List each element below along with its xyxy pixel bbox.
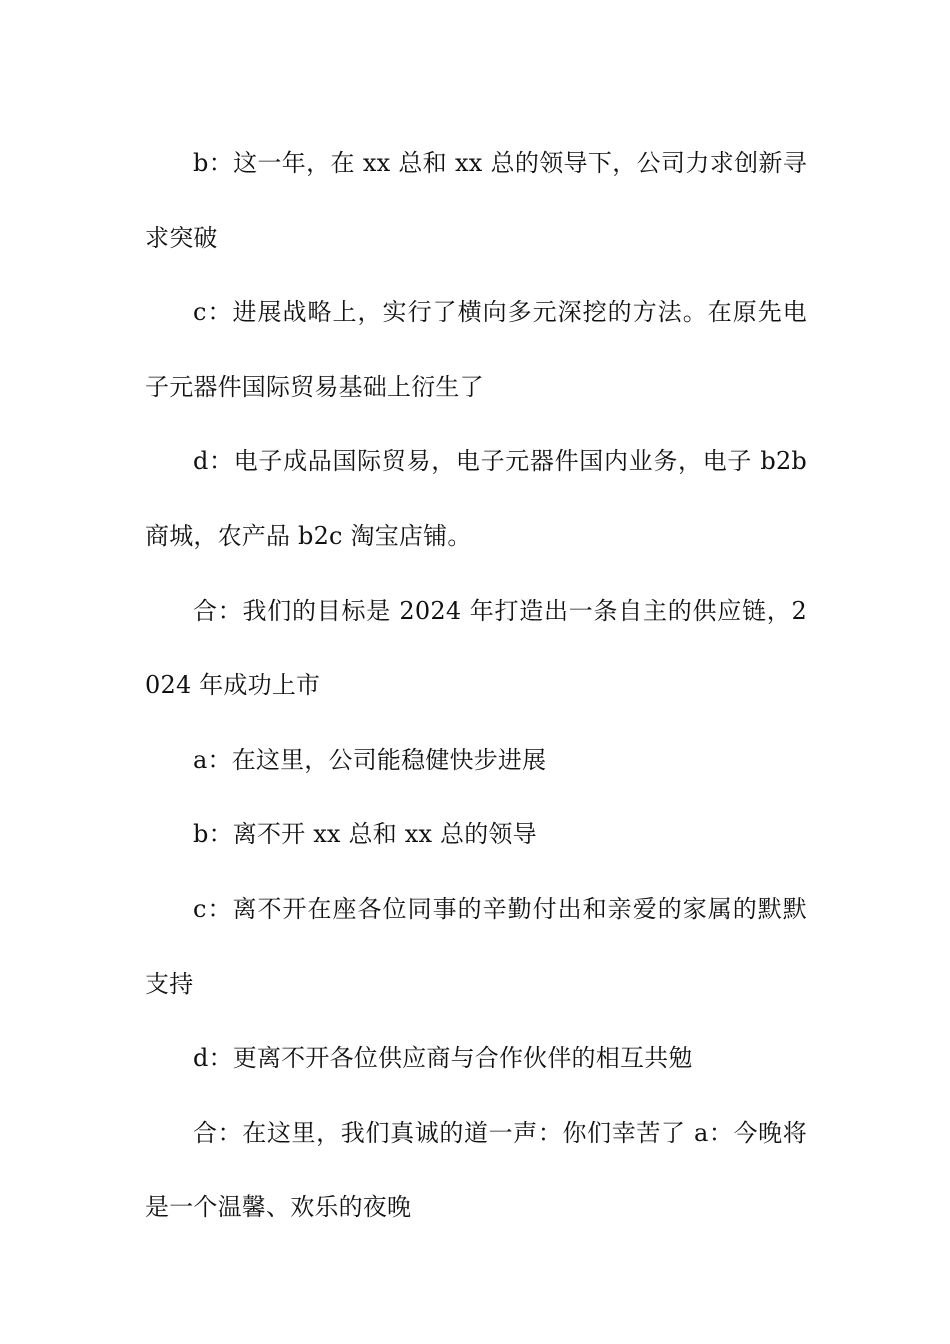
paragraph-d-partners: d：更离不开各位供应商与合作伙伴的相互共勉 (193, 1044, 693, 1073)
paragraph-together-goal: 合：我们的目标是 2024 年打造出一条自主的供应链，2024 年成功上市 (145, 596, 807, 700)
paragraph-together-thanks: 合：在这里，我们真诚的道一声：你们幸苦了 a：今晚将是一个温馨、欢乐的夜晚 (145, 1118, 807, 1222)
paragraph-c-strategy: c：进展战略上，实行了横向多元深挖的方法。在原先电子元器件国际贸易基础上衍生了 (145, 298, 807, 401)
paragraph-b-breakthrough: b：这一年，在 xx 总和 xx 总的领导下，公司力求创新寻求突破 (145, 149, 807, 252)
paragraph-b-leadership: b：离不开 xx 总和 xx 总的领导 (193, 820, 537, 849)
document-body (145, 126, 807, 1245)
paragraph-c-colleagues: c：离不开在座各位同事的辛勤付出和亲爱的家属的默默支持 (145, 894, 807, 998)
paragraph-a-progress: a：在这里，公司能稳健快步进展 (193, 745, 547, 774)
paragraph-d-business: d：电子成品国际贸易，电子元器件国内业务，电子 b2b 商城，农产品 b2c 淘宝店铺。 (145, 447, 807, 550)
